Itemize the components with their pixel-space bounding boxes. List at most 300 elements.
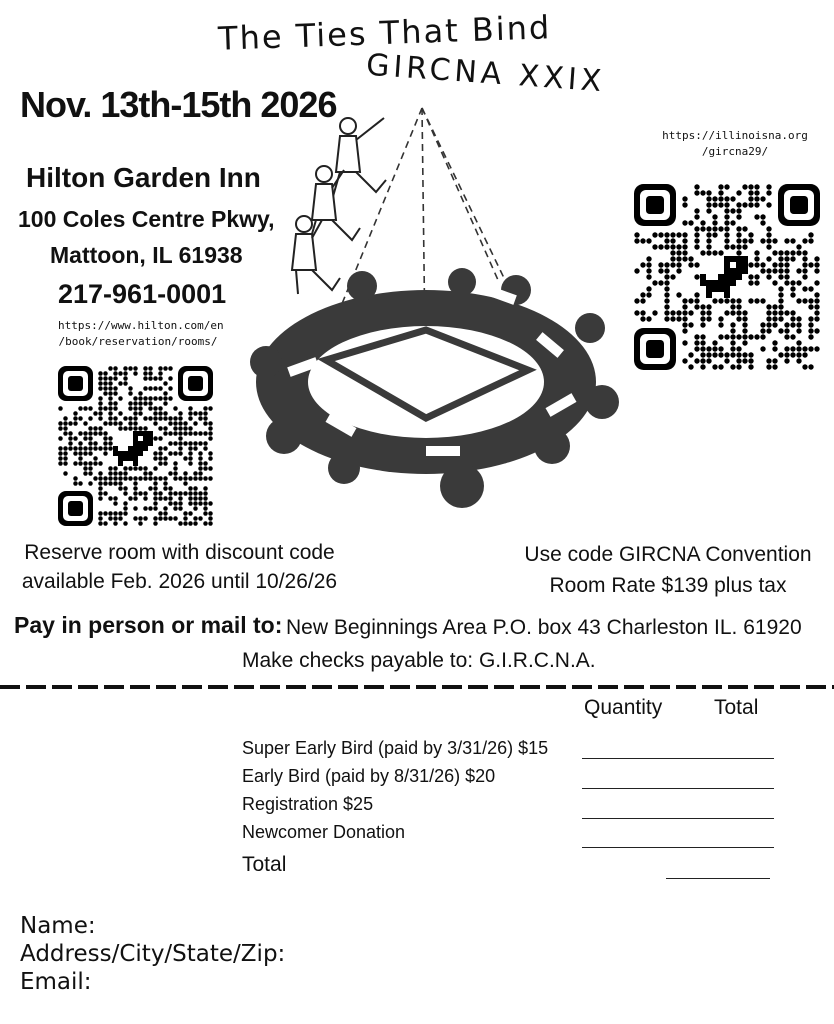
qr-module [700, 310, 705, 315]
qr-module [706, 202, 711, 207]
qr-module [138, 411, 143, 416]
qr-module [754, 214, 759, 219]
qr-module [133, 486, 138, 491]
qr-module [664, 274, 669, 279]
qr-module [88, 466, 93, 471]
qr-module [118, 516, 123, 521]
qr-module [143, 466, 148, 471]
qr-module [808, 262, 813, 267]
qr-module [778, 310, 783, 315]
qr-module [108, 411, 113, 416]
qr-module [203, 521, 208, 526]
qr-module [772, 250, 777, 255]
qr-module [712, 352, 717, 357]
qr-module [128, 466, 133, 471]
qr-module [103, 391, 108, 396]
qr-module [670, 250, 675, 255]
qr-module [108, 446, 113, 451]
qr-module [766, 232, 771, 237]
qr-module [802, 238, 807, 243]
qr-module [203, 486, 208, 491]
qr-module [158, 451, 163, 456]
qr-module [712, 346, 717, 351]
qr-module [766, 358, 771, 363]
qr-module [93, 476, 98, 481]
qr-module [730, 322, 735, 327]
qr-module [784, 334, 789, 339]
qr-module [153, 436, 158, 441]
qr-module [133, 371, 138, 376]
qr-module [163, 391, 168, 396]
qr-module [158, 511, 163, 516]
qr-module [108, 466, 113, 471]
super-early-bird-blank[interactable] [582, 758, 774, 759]
qr-module [103, 376, 108, 381]
qr-module [108, 391, 113, 396]
qr-module [153, 481, 158, 486]
qr-module [646, 256, 651, 261]
qr-module [193, 441, 198, 446]
qr-module [796, 250, 801, 255]
qr-module [163, 506, 168, 511]
early-bird-blank[interactable] [582, 788, 774, 789]
checks-payable: Make checks payable to: G.I.R.C.N.A. [242, 649, 596, 672]
qr-module [93, 426, 98, 431]
qr-module [98, 406, 103, 411]
qr-module [88, 436, 93, 441]
qr-module [113, 371, 118, 376]
qr-module [168, 416, 173, 421]
qr-module [163, 481, 168, 486]
qr-module [682, 316, 687, 321]
qr-module [198, 471, 203, 476]
reservation-line2: available Feb. 2026 until 10/26/26 [21, 570, 338, 593]
qr-module [790, 250, 795, 255]
qr-module [208, 451, 213, 456]
qr-module [760, 298, 765, 303]
qr-module [138, 406, 143, 411]
qr-module [158, 491, 163, 496]
qr-module [193, 421, 198, 426]
qr-module [153, 406, 158, 411]
qr-module [706, 226, 711, 231]
qr-module [128, 421, 133, 426]
qr-module [766, 274, 771, 279]
qr-module [790, 286, 795, 291]
qr-module [658, 268, 663, 273]
qr-module [143, 366, 148, 371]
form-item-newcomer-donation: Newcomer Donation [242, 822, 406, 842]
qr-module [103, 406, 108, 411]
qr-module [128, 366, 133, 371]
qr-module [58, 421, 63, 426]
qr-module [198, 416, 203, 421]
qr-module [83, 461, 88, 466]
qr-module [700, 220, 705, 225]
qr-module [748, 232, 753, 237]
qr-module [118, 471, 123, 476]
qr-module [188, 521, 193, 526]
qr-module [88, 416, 93, 421]
qr-module [724, 352, 729, 357]
qr-module [646, 286, 651, 291]
qr-module [198, 461, 203, 466]
qr-module [178, 411, 183, 416]
qr-module [790, 280, 795, 285]
total-header: Total [714, 696, 759, 719]
qr-module [143, 376, 148, 381]
hotel-address-line2: Mattoon, IL 61938 [50, 242, 243, 268]
qr-module [754, 202, 759, 207]
qr-module [183, 521, 188, 526]
qr-module [808, 286, 813, 291]
qr-module [203, 446, 208, 451]
form-item-early-bird: Early Bird (paid by 8/31/26) $20 [242, 766, 496, 786]
qr-module [183, 516, 188, 521]
qr-module [682, 322, 687, 327]
qr-module [778, 286, 783, 291]
qr-module [784, 262, 789, 267]
qr-module [133, 481, 138, 486]
qr-module [790, 316, 795, 321]
qr-module [700, 304, 705, 309]
qr-module [193, 411, 198, 416]
qr-module [700, 334, 705, 339]
qr-module [796, 316, 801, 321]
qr-module [158, 516, 163, 521]
qr-module [718, 322, 723, 327]
qr-module [724, 226, 729, 231]
qr-module [108, 396, 113, 401]
qr-module [68, 446, 73, 451]
qr-module [760, 334, 765, 339]
qr-module [93, 456, 98, 461]
qr-module [148, 416, 153, 421]
qr-module [168, 491, 173, 496]
qr-module [682, 310, 687, 315]
qr-module [138, 491, 143, 496]
registration-blank[interactable] [582, 818, 774, 819]
qr-module [634, 268, 639, 273]
qr-module [153, 486, 158, 491]
qr-module [98, 411, 103, 416]
qr-module [658, 280, 663, 285]
qr-module [158, 456, 163, 461]
qr-module [766, 268, 771, 273]
climbers [292, 118, 386, 294]
qr-module [802, 268, 807, 273]
form-item-super-early-bird: Super Early Bird (paid by 3/31/26) $15 [242, 738, 549, 758]
qr-module [772, 322, 777, 327]
qr-module [706, 244, 711, 249]
qr-module [700, 358, 705, 363]
qr-module [712, 214, 717, 219]
qr-module [98, 516, 103, 521]
qr-module [168, 366, 173, 371]
qr-module [730, 196, 735, 201]
total-blank[interactable] [666, 878, 770, 879]
qr-module [133, 396, 138, 401]
qr-module [98, 461, 103, 466]
qr-module [688, 352, 693, 357]
qr-module [178, 476, 183, 481]
qr-module [183, 456, 188, 461]
qr-module [188, 426, 193, 431]
qr-module [173, 426, 178, 431]
qr-module [78, 446, 83, 451]
qr-module [93, 461, 98, 466]
qr-module [736, 346, 741, 351]
qr-module [676, 310, 681, 315]
qr-module [168, 396, 173, 401]
qr-module [790, 352, 795, 357]
qr-module [93, 441, 98, 446]
qr-module [760, 238, 765, 243]
qr-module [63, 421, 68, 426]
qr-module [153, 491, 158, 496]
form-total-label: Total [242, 853, 287, 876]
qr-module [203, 441, 208, 446]
qr-module [113, 401, 118, 406]
qr-module [694, 226, 699, 231]
qr-module [108, 471, 113, 476]
qr-module [784, 358, 789, 363]
qr-module [790, 292, 795, 297]
qr-module [208, 421, 213, 426]
qr-module [113, 501, 118, 506]
qr-module [103, 371, 108, 376]
qr-module [58, 456, 63, 461]
qr-module [682, 328, 687, 333]
qr-module [772, 358, 777, 363]
qr-module [113, 471, 118, 476]
qr-module [784, 328, 789, 333]
qr-module [193, 446, 198, 451]
qr-module [188, 406, 193, 411]
qr-module [168, 421, 173, 426]
name-field-label[interactable]: Name: [20, 913, 96, 939]
qr-module [168, 516, 173, 521]
qr-module [63, 456, 68, 461]
qr-module [790, 334, 795, 339]
qr-module [670, 310, 675, 315]
qr-module [178, 436, 183, 441]
qr-module [153, 416, 158, 421]
qr-module [700, 346, 705, 351]
qr-module [88, 426, 93, 431]
qr-module [108, 481, 113, 486]
qr-module [168, 386, 173, 391]
qr-module [730, 328, 735, 333]
qr-module [183, 431, 188, 436]
qr-module [754, 190, 759, 195]
qr-module [712, 340, 717, 345]
qr-module [193, 521, 198, 526]
qr-module [682, 256, 687, 261]
qr-module [128, 426, 133, 431]
qr-module [808, 328, 813, 333]
qr-module [103, 436, 108, 441]
qr-module [153, 396, 158, 401]
qr-module [772, 340, 777, 345]
qr-module [158, 476, 163, 481]
qr-module [108, 416, 113, 421]
qr-module [208, 466, 213, 471]
qr-module [208, 511, 213, 516]
qr-module [188, 486, 193, 491]
qr-module [153, 521, 158, 526]
qr-module [103, 476, 108, 481]
qr-module [108, 381, 113, 386]
qr-module [148, 406, 153, 411]
qr-module [742, 322, 747, 327]
qr-module [138, 516, 143, 521]
qr-module [133, 421, 138, 426]
qr-module [718, 334, 723, 339]
qr-module [158, 446, 163, 451]
qr-module [103, 451, 108, 456]
qr-module [123, 426, 128, 431]
qr-module [742, 334, 747, 339]
qr-module [694, 208, 699, 213]
qr-module [153, 411, 158, 416]
qr-module [198, 496, 203, 501]
qr-module [178, 416, 183, 421]
qr-module [183, 511, 188, 516]
qr-module [796, 280, 801, 285]
qr-module [73, 416, 78, 421]
qr-module [153, 376, 158, 381]
qr-module [664, 310, 669, 315]
qr-module [143, 471, 148, 476]
qr-module [83, 451, 88, 456]
qr-module [163, 446, 168, 451]
qr-module [143, 496, 148, 501]
qr-module [712, 298, 717, 303]
qr-module [188, 456, 193, 461]
qr-module [193, 431, 198, 436]
qr-module [98, 481, 103, 486]
qr-module [158, 366, 163, 371]
qr-module [203, 461, 208, 466]
qr-module [153, 476, 158, 481]
event-url-line1: https://illinoisna.org [662, 129, 808, 142]
qr-module [153, 496, 158, 501]
qr-module [78, 451, 83, 456]
qr-module [158, 416, 163, 421]
qr-module [198, 476, 203, 481]
qr-module [784, 280, 789, 285]
qr-module [138, 521, 143, 526]
qr-module [108, 376, 113, 381]
qr-module [163, 366, 168, 371]
qr-module [163, 426, 168, 431]
qr-module [63, 431, 68, 436]
qr-module [718, 196, 723, 201]
qr-module [664, 304, 669, 309]
qr-module [784, 310, 789, 315]
qr-module [98, 381, 103, 386]
qr-module [802, 274, 807, 279]
qr-module [772, 280, 777, 285]
qr-module [133, 476, 138, 481]
qr-module [748, 274, 753, 279]
qr-module [153, 466, 158, 471]
qr-module [796, 346, 801, 351]
qr-module [198, 431, 203, 436]
email-field-label[interactable]: Email: [20, 969, 92, 995]
qr-module [198, 441, 203, 446]
qr-module [700, 340, 705, 345]
qr-module [688, 220, 693, 225]
qr-module [78, 431, 83, 436]
qr-module [712, 220, 717, 225]
qr-module [123, 491, 128, 496]
qr-module [78, 406, 83, 411]
qr-module [760, 346, 765, 351]
qr-module [796, 268, 801, 273]
qr-module [700, 226, 705, 231]
qr-module [766, 202, 771, 207]
qr-module [98, 386, 103, 391]
qr-module [670, 256, 675, 261]
qr-module [808, 238, 813, 243]
qr-module [148, 386, 153, 391]
qr-module [718, 346, 723, 351]
rate-line2: Room Rate $139 plus tax [549, 574, 787, 597]
rate-note [518, 539, 818, 601]
qr-module [814, 262, 819, 267]
qr-module [802, 286, 807, 291]
qr-module [724, 214, 729, 219]
qr-module [724, 196, 729, 201]
qr-module [808, 334, 813, 339]
qr-module [754, 280, 759, 285]
qr-module [118, 426, 123, 431]
qr-module [754, 262, 759, 267]
qr-module [706, 196, 711, 201]
qr-module [113, 391, 118, 396]
qr-module [724, 358, 729, 363]
qr-module [754, 334, 759, 339]
qr-module [173, 466, 178, 471]
qr-module [664, 316, 669, 321]
qr-module [814, 292, 819, 297]
qr-module [178, 496, 183, 501]
qr-module [158, 496, 163, 501]
newcomer-donation-blank[interactable] [582, 847, 774, 848]
qr-module [178, 491, 183, 496]
qr-module [83, 406, 88, 411]
qr-module [128, 406, 133, 411]
qr-module [133, 411, 138, 416]
qr-module [712, 250, 717, 255]
qr-module [748, 364, 753, 369]
qr-module [730, 220, 735, 225]
address-field-label[interactable]: Address/City/State/Zip: [20, 941, 286, 967]
qr-module [113, 481, 118, 486]
qr-module [784, 256, 789, 261]
qr-module [188, 501, 193, 506]
qr-module [664, 244, 669, 249]
qr-module [93, 431, 98, 436]
qr-module [168, 431, 173, 436]
qr-module [168, 451, 173, 456]
qr-module [760, 268, 765, 273]
qr-module [88, 451, 93, 456]
qr-module [742, 244, 747, 249]
qr-module [646, 292, 651, 297]
